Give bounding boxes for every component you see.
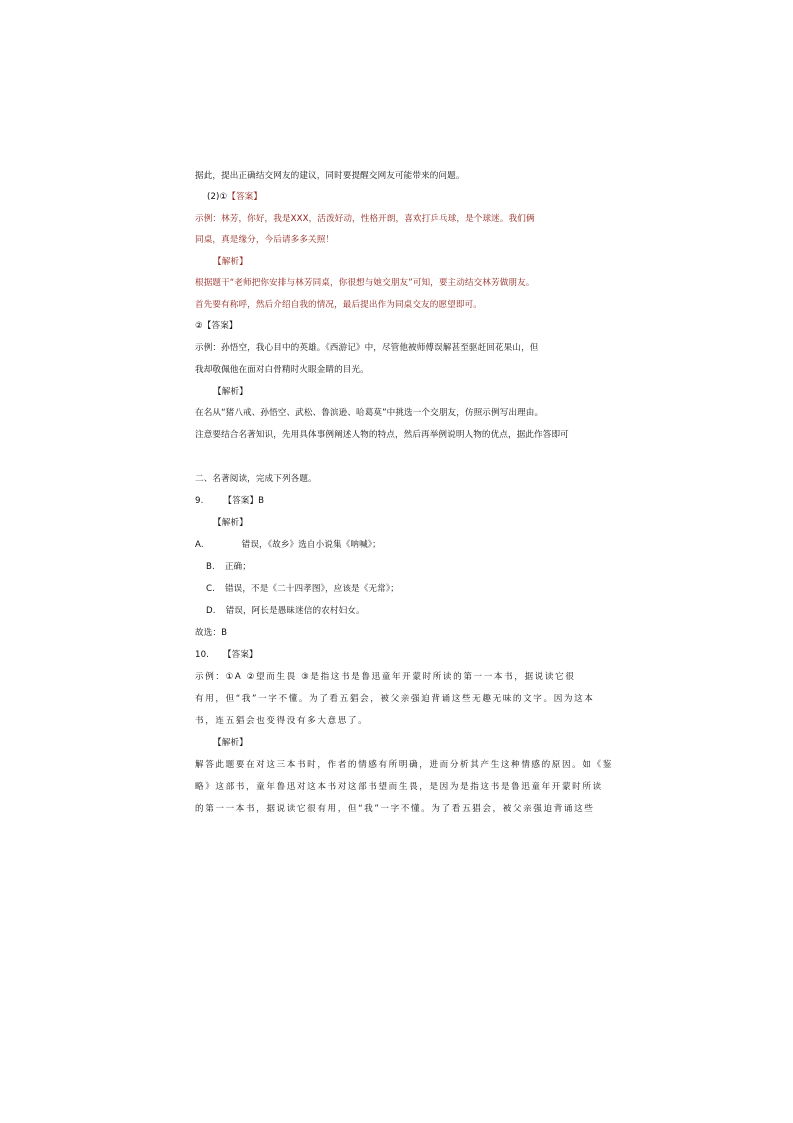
option-d — [206, 605, 365, 617]
option-label: B. — [206, 562, 215, 572]
text-line: 的第一一本书，据说读它很有用，但“我”一字不懂。为了看五猖会，被父亲强迫背诵这些 — [195, 804, 595, 814]
answer-heading: ②【答案】 — [195, 321, 238, 331]
text-line: 注意要结合名著知识，先用具体事例阐述人物的特点，然后再举例说明人物的优点，据此作答即可 — [195, 430, 569, 440]
analysis-tag: 【解析】 — [213, 738, 248, 748]
option-a — [195, 539, 381, 551]
question-10-heading — [195, 649, 258, 661]
text-line: 略》这部书，童年鲁迅对这本书对这部书望而生畏，是因为是指这书是鲁迅童年开蒙时所读 — [195, 782, 603, 792]
option-label: A. — [195, 540, 204, 550]
section-heading: 二、名著阅读，完成下列各题。 — [195, 474, 317, 484]
option-b — [206, 561, 251, 573]
analysis-tag: 【解析】 — [213, 387, 248, 397]
option-c — [206, 583, 399, 595]
option-text: 错误，不是《二十四孝图》，应该是《无常》； — [224, 584, 399, 594]
text-line: 解答此题要在对这三本书时，作者的情感有所明确，进而分析其产生这种情感的原因。如《鉴 — [195, 760, 613, 770]
answer-text: 【答案】B — [223, 496, 265, 506]
option-label: C. — [206, 584, 215, 594]
option-text: 正确； — [224, 562, 251, 572]
question-9-heading — [195, 495, 264, 507]
text-line: 示例：林芳，你好，我是XXX，活泼好动，性格开朗，喜欢打乒乓球，是个球迷。我们俩 — [195, 214, 535, 224]
text-line: 在名从“猪八戒、孙悟空、武松、鲁滨逊、哈葛莫”中挑选一个交朋友，仿照示例写出理由。 — [195, 408, 544, 418]
analysis-tag: 【解析】 — [213, 257, 248, 267]
text-line: 书，连五猖会也变得没有多大意思了。 — [195, 716, 369, 726]
text-line: 有用，但“我”一字不懂。为了看五猖会，被父亲强迫背诵这些无趣无味的文字。因为这本 — [195, 694, 595, 704]
option-text: 错误，阿长是愚昧迷信的农村妇女。 — [225, 606, 365, 616]
question-2-answer-heading — [207, 191, 262, 203]
analysis-tag: 【解析】 — [213, 518, 248, 528]
text-line: 据此，提出正确结交网友的建议，同时要提醒交网友可能带来的问题。 — [195, 171, 465, 181]
text-line: 同桌，真是缘分，今后请多多关照！ — [195, 235, 335, 245]
option-label: D. — [206, 606, 216, 616]
question-number: 9. — [195, 496, 204, 506]
option-text: 错误，《故乡》选自小说集《呐喊》； — [241, 540, 381, 550]
answer-tag: 【答案】 — [227, 192, 263, 202]
question-number: 10. — [195, 650, 209, 660]
text-line: 首先要有称呼，然后介绍自我的情况，最后提出作为同桌交友的愿望即可。 — [195, 300, 482, 310]
text-line: 示例：孙悟空，我心目中的英雄。《西游记》中，尽管他被师傅误解甚至驱赶回花果山，但 — [195, 343, 539, 353]
conclusion: 故选：B — [195, 628, 228, 638]
answer-text: 【答案】 — [222, 650, 258, 660]
text-line: 我却敬佩他在面对白骨精时火眼金睛的目光。 — [195, 365, 369, 375]
text-line: 示例：①A ②望而生畏 ③是指这书是鲁迅童年开蒙时所读的第一一本书，据说读它很 — [195, 672, 576, 682]
text-line: 根据题干“老师把你安排与林芳同桌，你很想与她交朋友”可知，要主动结交林芳做朋友。 — [195, 278, 535, 288]
question-number: (2)① — [207, 192, 228, 202]
